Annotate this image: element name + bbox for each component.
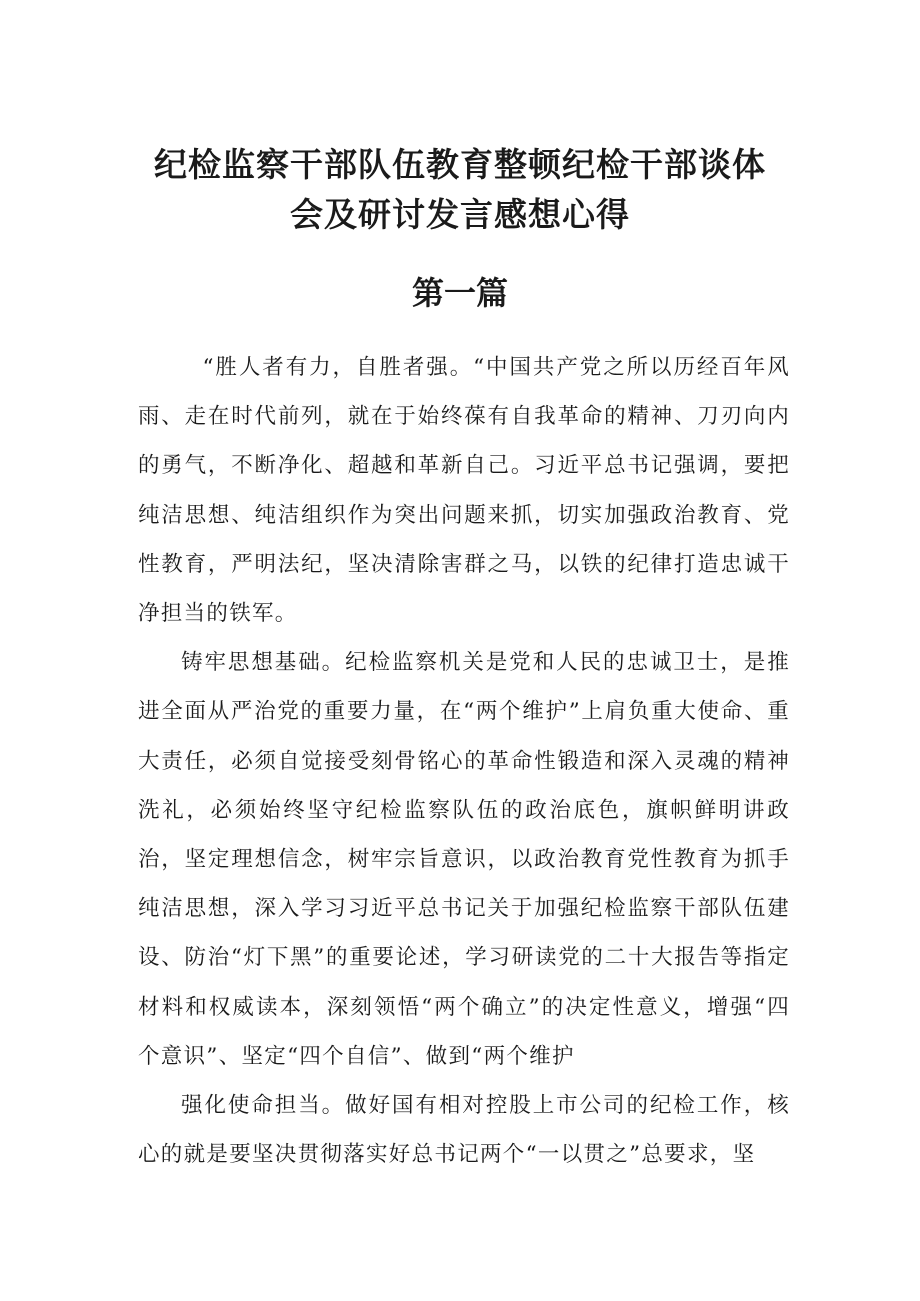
document-body (138, 343, 790, 1179)
document-title-line-1: 纪检监察干部队伍教育整顿纪检干部谈体 (154, 145, 766, 184)
body-paragraph-2: 铸牢思想基础。纪检监察机关是党和人民的忠诚卫士，是推进全面从严治党的重要力量，在“两个维护”上肩负重大使命、重大责任，必须自觉接受刻骨铭心的革命性锻造和深入灵魂的精神洗礼，必须始终坚守纪检监察队伍的政治底色，旗帜鲜明讲政治，坚定理想信念，树牢宗旨意识，以政治教育党性教育为抓手纯洁思想，深入学习习近平总书记关于加强纪检监察干部队伍建设、防治“灯下黑”的重要论述，学习研读党的二十大报告等指定材料和权威读本，深刻领悟“两个确立”的决定性意义，增强“四个意识”、坚定“四个自信”、做到“两个维护 (138, 650, 790, 1069)
document-title-line-2: 会及研讨发言感想心得 (290, 195, 630, 234)
section-heading: 第一篇 (411, 274, 508, 312)
body-paragraph-3: 强化使命担当。做好国有相对控股上市公司的纪检工作，核心的就是要坚决贯彻落实好总书记两个“一以贯之”总要求，坚 (138, 1093, 790, 1168)
body-paragraph-1: “胜人者有力，自胜者强。“中国共产党之所以历经百年风雨、走在时代前列，就在于始终葆有自我革命的精神、刀刃向内的勇气，不断净化、超越和革新自己。习近平总书记强调，要把纯洁思想、纯洁组织作为突出问题来抓，切实加强政治教育、党性教育，严明法纪，坚决清除害群之马，以铁的纪律打造忠诚干净担当的铁军。 (138, 355, 790, 627)
